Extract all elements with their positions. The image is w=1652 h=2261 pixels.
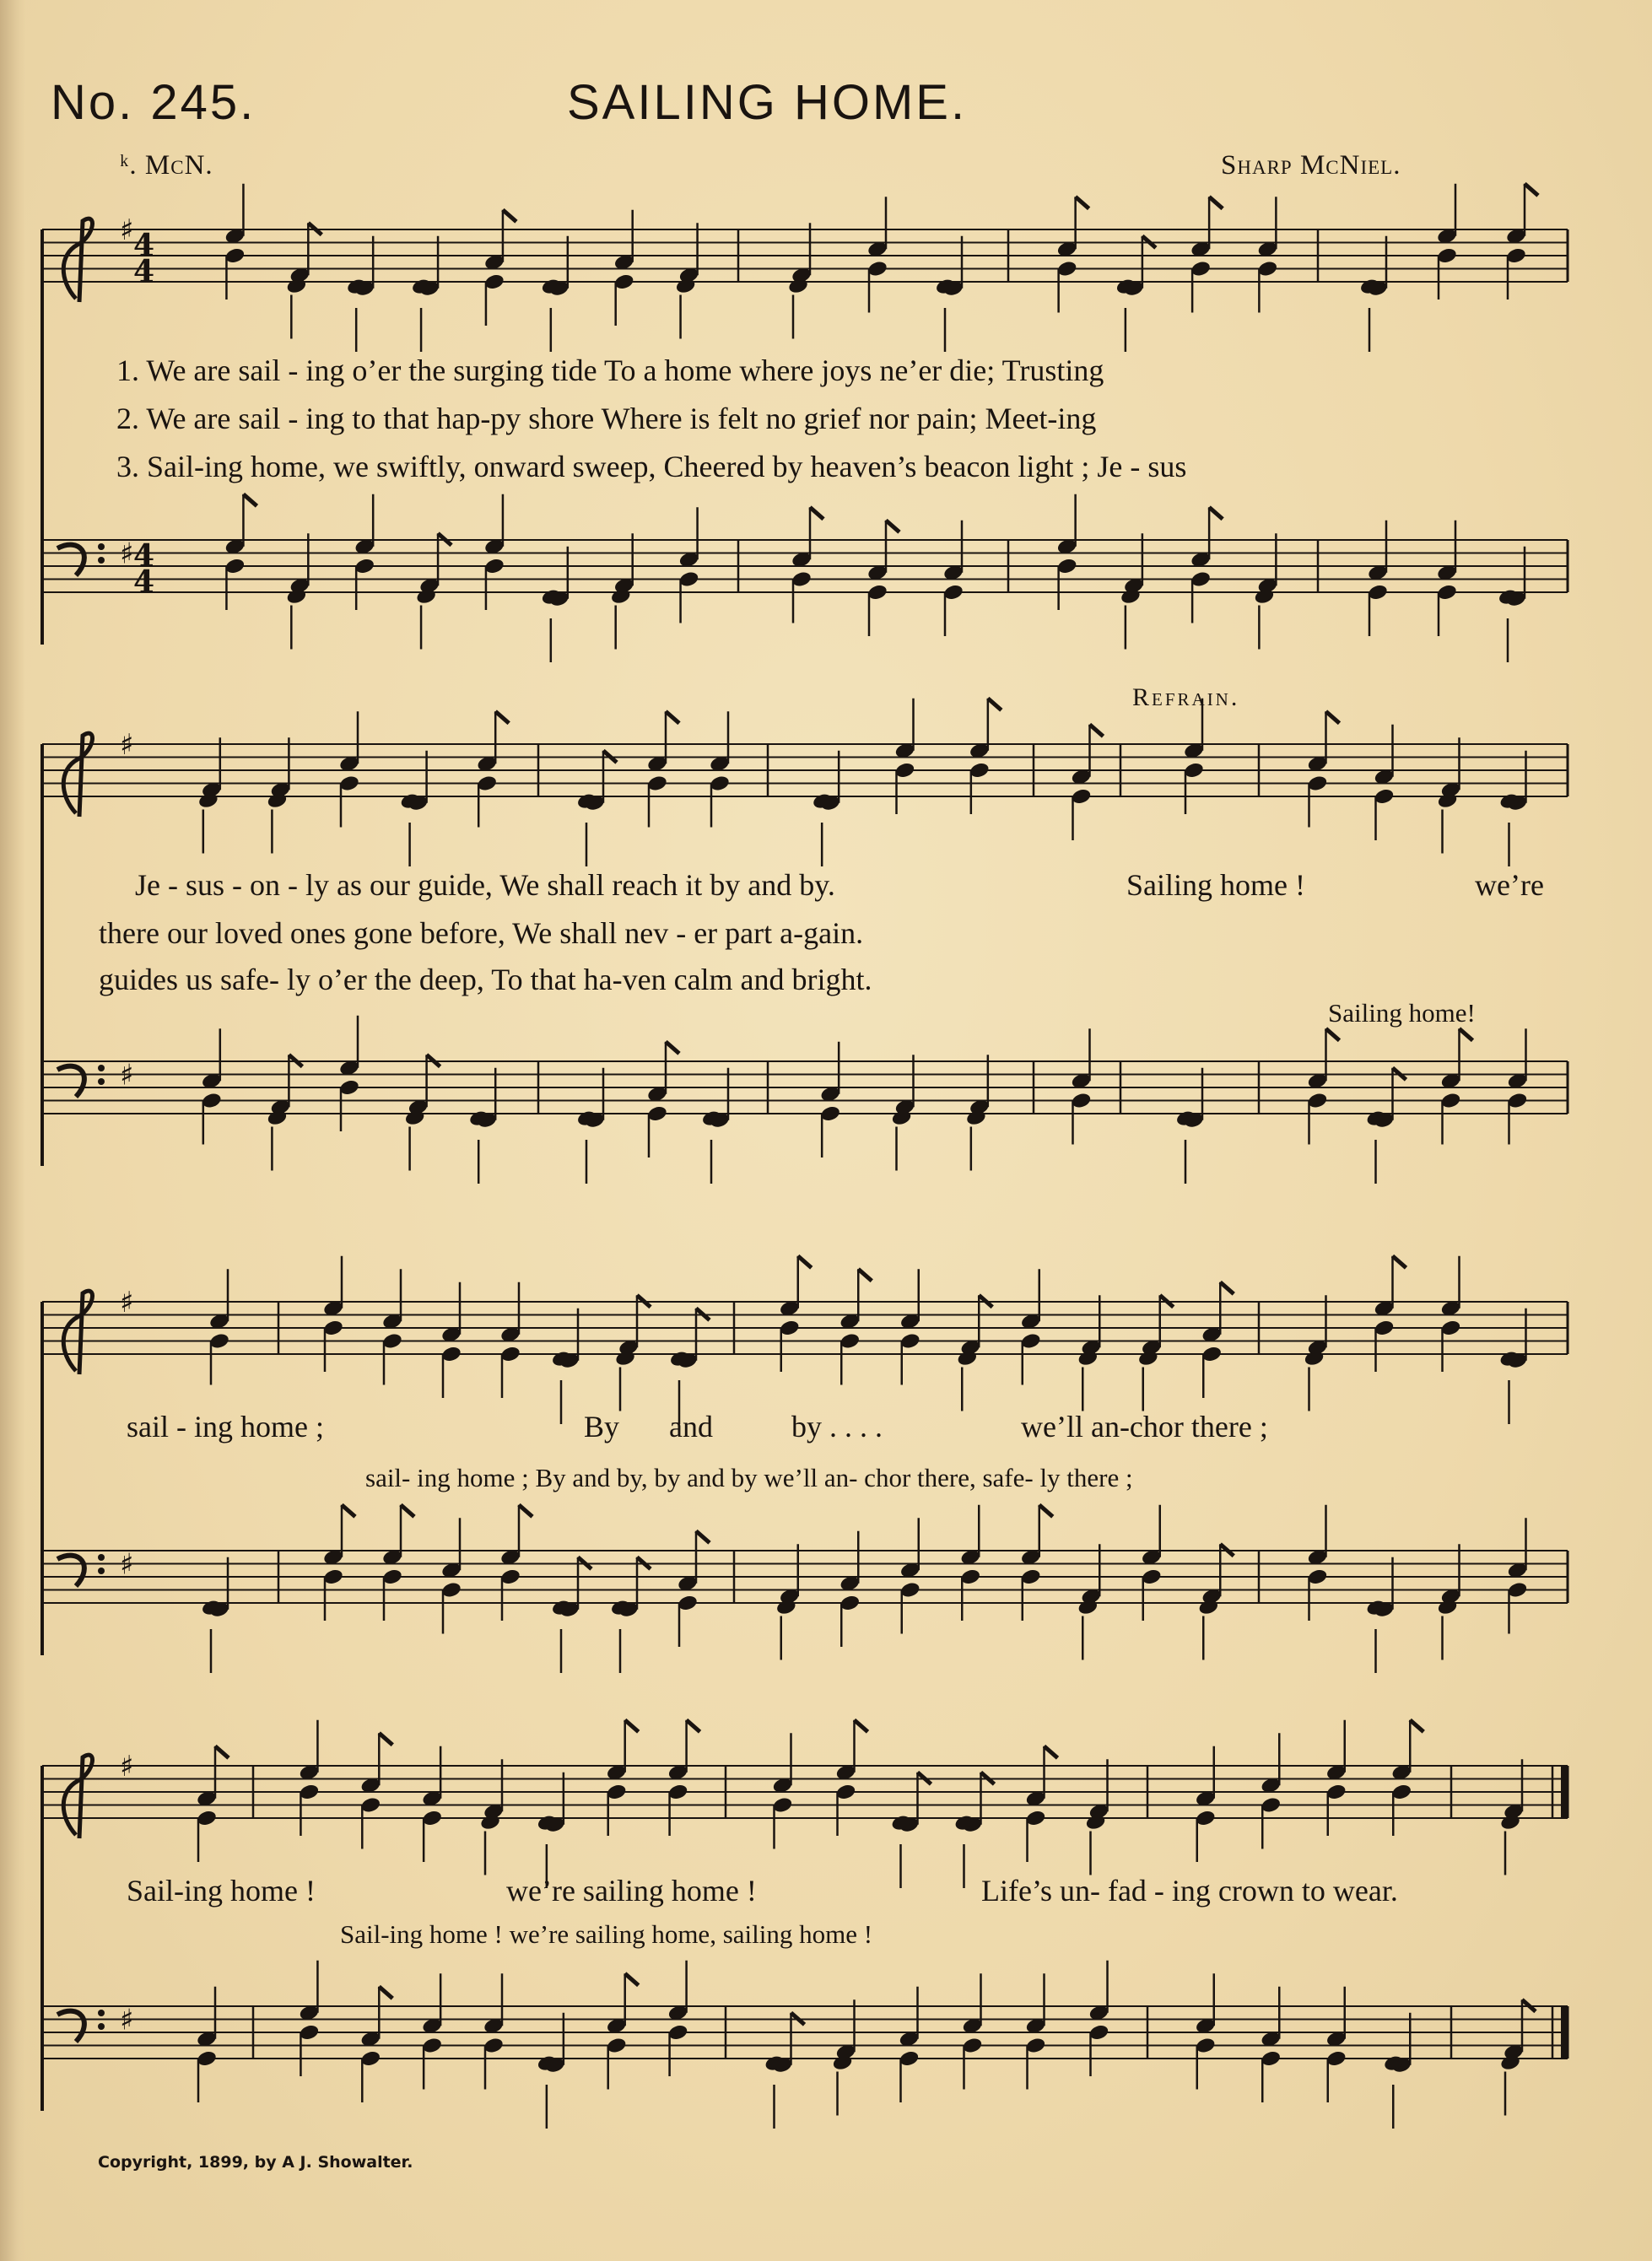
note-flag <box>988 699 1001 710</box>
note-flag <box>1039 1505 1053 1517</box>
verse-2-line-1: 2. We are sail - ing to that hap-py shore Where is felt no grief nor pain; Meet-ing <box>116 402 1097 435</box>
lyric-were-sailing-home: we’re sailing home ! <box>506 1874 757 1908</box>
bass-clef-dot <box>98 2023 105 2030</box>
bass-clef-icon <box>57 2011 84 2042</box>
note-flag <box>1090 725 1104 737</box>
refrain-label: Refrain. <box>1132 683 1240 711</box>
final-bar <box>1561 2006 1568 2059</box>
lyric-and: and <box>669 1410 713 1443</box>
bass-clef-dot <box>98 1065 105 1071</box>
note-flag <box>666 1042 679 1054</box>
time-sig-top: 4 <box>133 538 155 574</box>
treble-clef-icon <box>63 1291 92 1374</box>
note-flag <box>810 507 823 519</box>
lyric-anchor-there: we’ll an-chor there ; <box>1021 1410 1268 1443</box>
sharp-icon: ♯ <box>120 1286 134 1319</box>
note-flag <box>1209 507 1223 519</box>
lyric-sailing-home-2: Sail-ing home ! <box>127 1874 316 1908</box>
lyric-sail-ing-home: sail - ing home ; <box>127 1410 324 1443</box>
note-flag <box>666 711 679 723</box>
verse-3-line-2: guides us safe- ly o’er the deep, To that ha-ven calm and bright. <box>99 963 872 996</box>
note-flag <box>519 1505 532 1517</box>
note-flag <box>379 1987 392 1999</box>
note-flag <box>855 1720 868 1732</box>
final-bar <box>1561 1766 1568 1818</box>
lyric-by-dots: by . . . . <box>791 1410 883 1443</box>
note-flag <box>1076 197 1089 208</box>
lyric-lifes-unfading-crown: Life’s un- fad - ing crown to wear. <box>981 1874 1398 1908</box>
verse-1-line-1: 1. We are sail - ing o’er the surging tide To a home where joys ne’er die; Trusting <box>116 353 1104 387</box>
note-flag <box>625 1973 639 1985</box>
sharp-icon: ♯ <box>120 1058 134 1093</box>
bass-clef-dot <box>98 557 105 564</box>
sharp-icon: ♯ <box>120 1547 134 1582</box>
note-flag <box>495 711 509 723</box>
bass-clef-dot <box>98 543 105 550</box>
note-flag <box>1525 184 1538 196</box>
sharp-icon: ♯ <box>120 1750 134 1783</box>
treble-clef-icon <box>63 733 92 817</box>
treble-clef-icon <box>63 1755 92 1838</box>
note-flag <box>503 210 516 222</box>
hymn-number: No. 245. <box>51 75 256 130</box>
bass-clef-icon <box>57 1066 84 1097</box>
verse-2-line-2: there our loved ones gone before, We shall nev - er part a-gain. <box>99 916 864 950</box>
note-flag <box>625 1720 639 1732</box>
refrain-lyric-were: we’re <box>1475 868 1544 902</box>
alto-lyric-line-3: sail- ing home ; By and by, by and by we’ll an- chor there, safe- ly there ; <box>365 1463 1133 1492</box>
note-flag <box>696 1531 710 1543</box>
bass-cue-sailing-home: Sailing home! <box>1328 998 1476 1028</box>
note-flag <box>215 1746 229 1758</box>
note-flag <box>858 1269 872 1281</box>
alto-lyric-line-4: Sail-ing home ! we’re sailing home, sailing home ! <box>340 1919 873 1949</box>
note-flag <box>1209 197 1223 208</box>
note-flag <box>1326 711 1340 723</box>
note-flag <box>1045 1746 1058 1758</box>
note-flag <box>1460 1028 1473 1040</box>
treble-clef-icon <box>63 219 92 302</box>
bass-clef-dot <box>98 1554 105 1561</box>
note-flag <box>1410 1720 1423 1732</box>
sharp-icon: ♯ <box>120 537 134 571</box>
copyright-notice: Copyright, 1899, by A J. Showalter. <box>98 2153 413 2172</box>
note-flag <box>342 1505 355 1517</box>
lyric-by: By <box>584 1410 620 1443</box>
sharp-icon: ♯ <box>120 213 134 247</box>
time-sig-top: 4 <box>133 228 155 263</box>
verse-1-line-2: Je - sus - on - ly as our guide, We shall reach it by and by. <box>135 868 835 902</box>
bass-clef-dot <box>98 2010 105 2016</box>
sharp-icon: ♯ <box>120 2003 134 2037</box>
verse-3-line-1: 3. Sail-ing home, we swiftly, onward sweep, Cheered by heaven’s beacon light ; Je - sus <box>116 450 1187 483</box>
bass-clef-dot <box>98 1568 105 1574</box>
bass-clef-icon <box>57 545 84 575</box>
note-flag <box>1326 1028 1340 1040</box>
note-flag <box>1220 1282 1234 1294</box>
composer-credit: Sharp McNiel. <box>1221 150 1401 181</box>
note-flag <box>1393 1256 1406 1268</box>
note-flag <box>798 1256 812 1268</box>
note-flag <box>243 494 256 506</box>
refrain-lyric-sailing-home: Sailing home ! <box>1126 868 1305 902</box>
bass-clef-icon <box>57 1556 84 1586</box>
sharp-icon: ♯ <box>120 728 134 762</box>
note-flag <box>379 1733 392 1745</box>
hymn-title: SAILING HOME. <box>567 75 968 130</box>
lyricist-credit: ᵏ. McN. <box>120 150 213 181</box>
time-sig-bottom: 4 <box>133 254 155 289</box>
bass-clef-dot <box>98 1078 105 1085</box>
note-flag <box>687 1720 700 1732</box>
time-sig-bottom: 4 <box>133 564 155 600</box>
note-flag <box>886 521 899 532</box>
note-flag <box>401 1505 414 1517</box>
